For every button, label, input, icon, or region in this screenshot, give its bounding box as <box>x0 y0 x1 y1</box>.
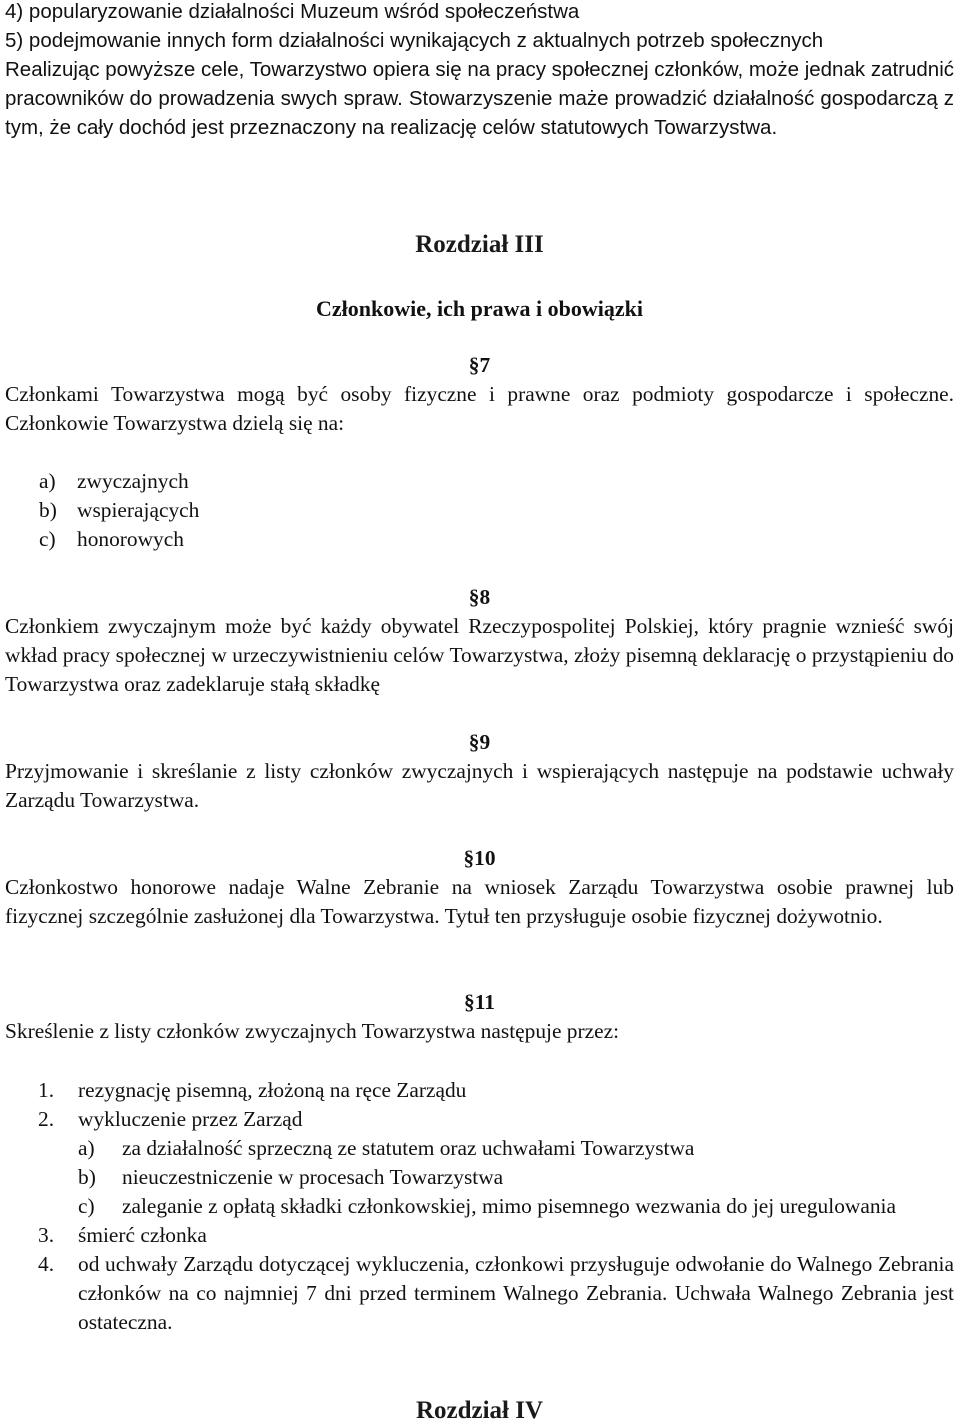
section-11-text: Skreślenie z listy członków zwyczajnych Towarzystwa następuje przez: <box>5 1019 620 1043</box>
sub-list-item: a) za działalność sprzeczną ze statutem oraz uchwałami Towarzystwa <box>78 1136 695 1160</box>
section-symbol: § <box>468 730 480 754</box>
chapter-subtitle: Członkowie, ich prawa i obowiązki <box>316 296 643 321</box>
chapter-4-heading <box>5 1396 954 1426</box>
chapter-title: Rozdział IV <box>415 1397 544 1424</box>
list-item: a) zwyczajnych <box>39 469 189 493</box>
section-symbol: § <box>468 353 480 377</box>
section-10 <box>5 844 954 931</box>
list-item: 2. wykluczenie przez Zarząd <box>38 1107 303 1131</box>
list-item: 4. od uchwały Zarządu dotyczącej wykluczenia, członkowi przysługuje odwołanie do Walnego Zebrania członków na co najmniej 7 dni przed terminem Walnego Zebrania. Uchwała Walnego Zebrania jest ostateczna. <box>38 1252 954 1334</box>
section-symbol: § <box>464 990 475 1014</box>
section-8-text: Członkiem zwyczajnym może być każdy obywatel Rzeczypospolitej Polskiej, który pragnie wznieść swój wkład pracy społecznej w urzeczywistnieniu celów Towarzystwa, złoży pisemną deklarację o przystąpieniu do Towarzystwa oraz zadeklaruje stałą składkę <box>5 614 954 696</box>
section-7-text: Członkami Towarzystwa mogą być osoby fizyczne i prawne oraz podmioty gospodarcze i społeczne. Członkowie Towarzystwa dzielą się na: <box>5 382 954 435</box>
section-9-heading <box>5 728 954 757</box>
section-number: 11 <box>474 990 495 1014</box>
section-number: 10 <box>474 846 496 870</box>
section-8-heading <box>5 583 954 612</box>
list-item: b) wspierających <box>39 498 200 522</box>
section-9 <box>5 728 954 815</box>
section-number: 9 <box>479 730 491 754</box>
section-number: 7 <box>479 353 491 377</box>
section-symbol: § <box>463 846 475 870</box>
section-10-heading <box>5 844 954 873</box>
section-7 <box>5 351 954 438</box>
list-item: 1. rezygnację pisemną, złożoną na ręce Zarządu <box>38 1078 467 1102</box>
section-number: 8 <box>479 585 491 609</box>
section-7-heading <box>5 351 954 380</box>
chapter-3-heading <box>5 230 954 260</box>
section-10-text: Członkostwo honorowe nadaje Walne Zebranie na wniosek Zarządu Towarzystwa osobie prawnej lub fizycznej szczególnie zasłużonej dla Towarzystwa. Tytuł ten przysługuje osobie fizycznej dożywotnio. <box>5 875 954 928</box>
sub-list-item: c) zaleganie z opłatą składki członkowskiej, mimo pisemnego wezwania do jej uregulowania <box>78 1194 896 1218</box>
intro-paragraph: Realizując powyższe cele, Towarzystwo opiera się na pracy społecznej członków, może jednak zatrudnić pracowników do prowadzenia swych spraw. Stowarzyszenie maże prowadzić działalność gospodarczą z tym, że cały dochód jest przeznaczony na realizację celów statutowych Towarzystwa. <box>5 58 954 139</box>
section-9-text: Przyjmowanie i skreślanie z listy członków zwyczajnych i wspierających następuje na podstawie uchwały Zarządu Towarzystwa. <box>5 759 954 812</box>
chapter-3-subtitle-wrap <box>5 294 954 323</box>
intro-item-4: 4) popularyzowanie działalności Muzeum wśród społeczeństwa <box>5 0 580 23</box>
sub-list-item: b) nieuczestniczenie w procesach Towarzystwa <box>78 1165 504 1189</box>
removal-list <box>5 1076 954 1337</box>
intro-block <box>5 0 954 142</box>
intro-item-5: 5) podejmowanie innych form działalności wynikających z aktualnych potrzeb społecznych <box>5 29 824 52</box>
chapter-title: Rozdział III <box>415 231 544 258</box>
list-item: c) honorowych <box>39 527 184 551</box>
section-11-heading <box>5 988 954 1017</box>
section-8 <box>5 583 954 699</box>
section-symbol: § <box>468 585 480 609</box>
section-11 <box>5 988 954 1046</box>
list-item: 3. śmierć członka <box>38 1223 207 1247</box>
member-types-list <box>5 467 954 554</box>
